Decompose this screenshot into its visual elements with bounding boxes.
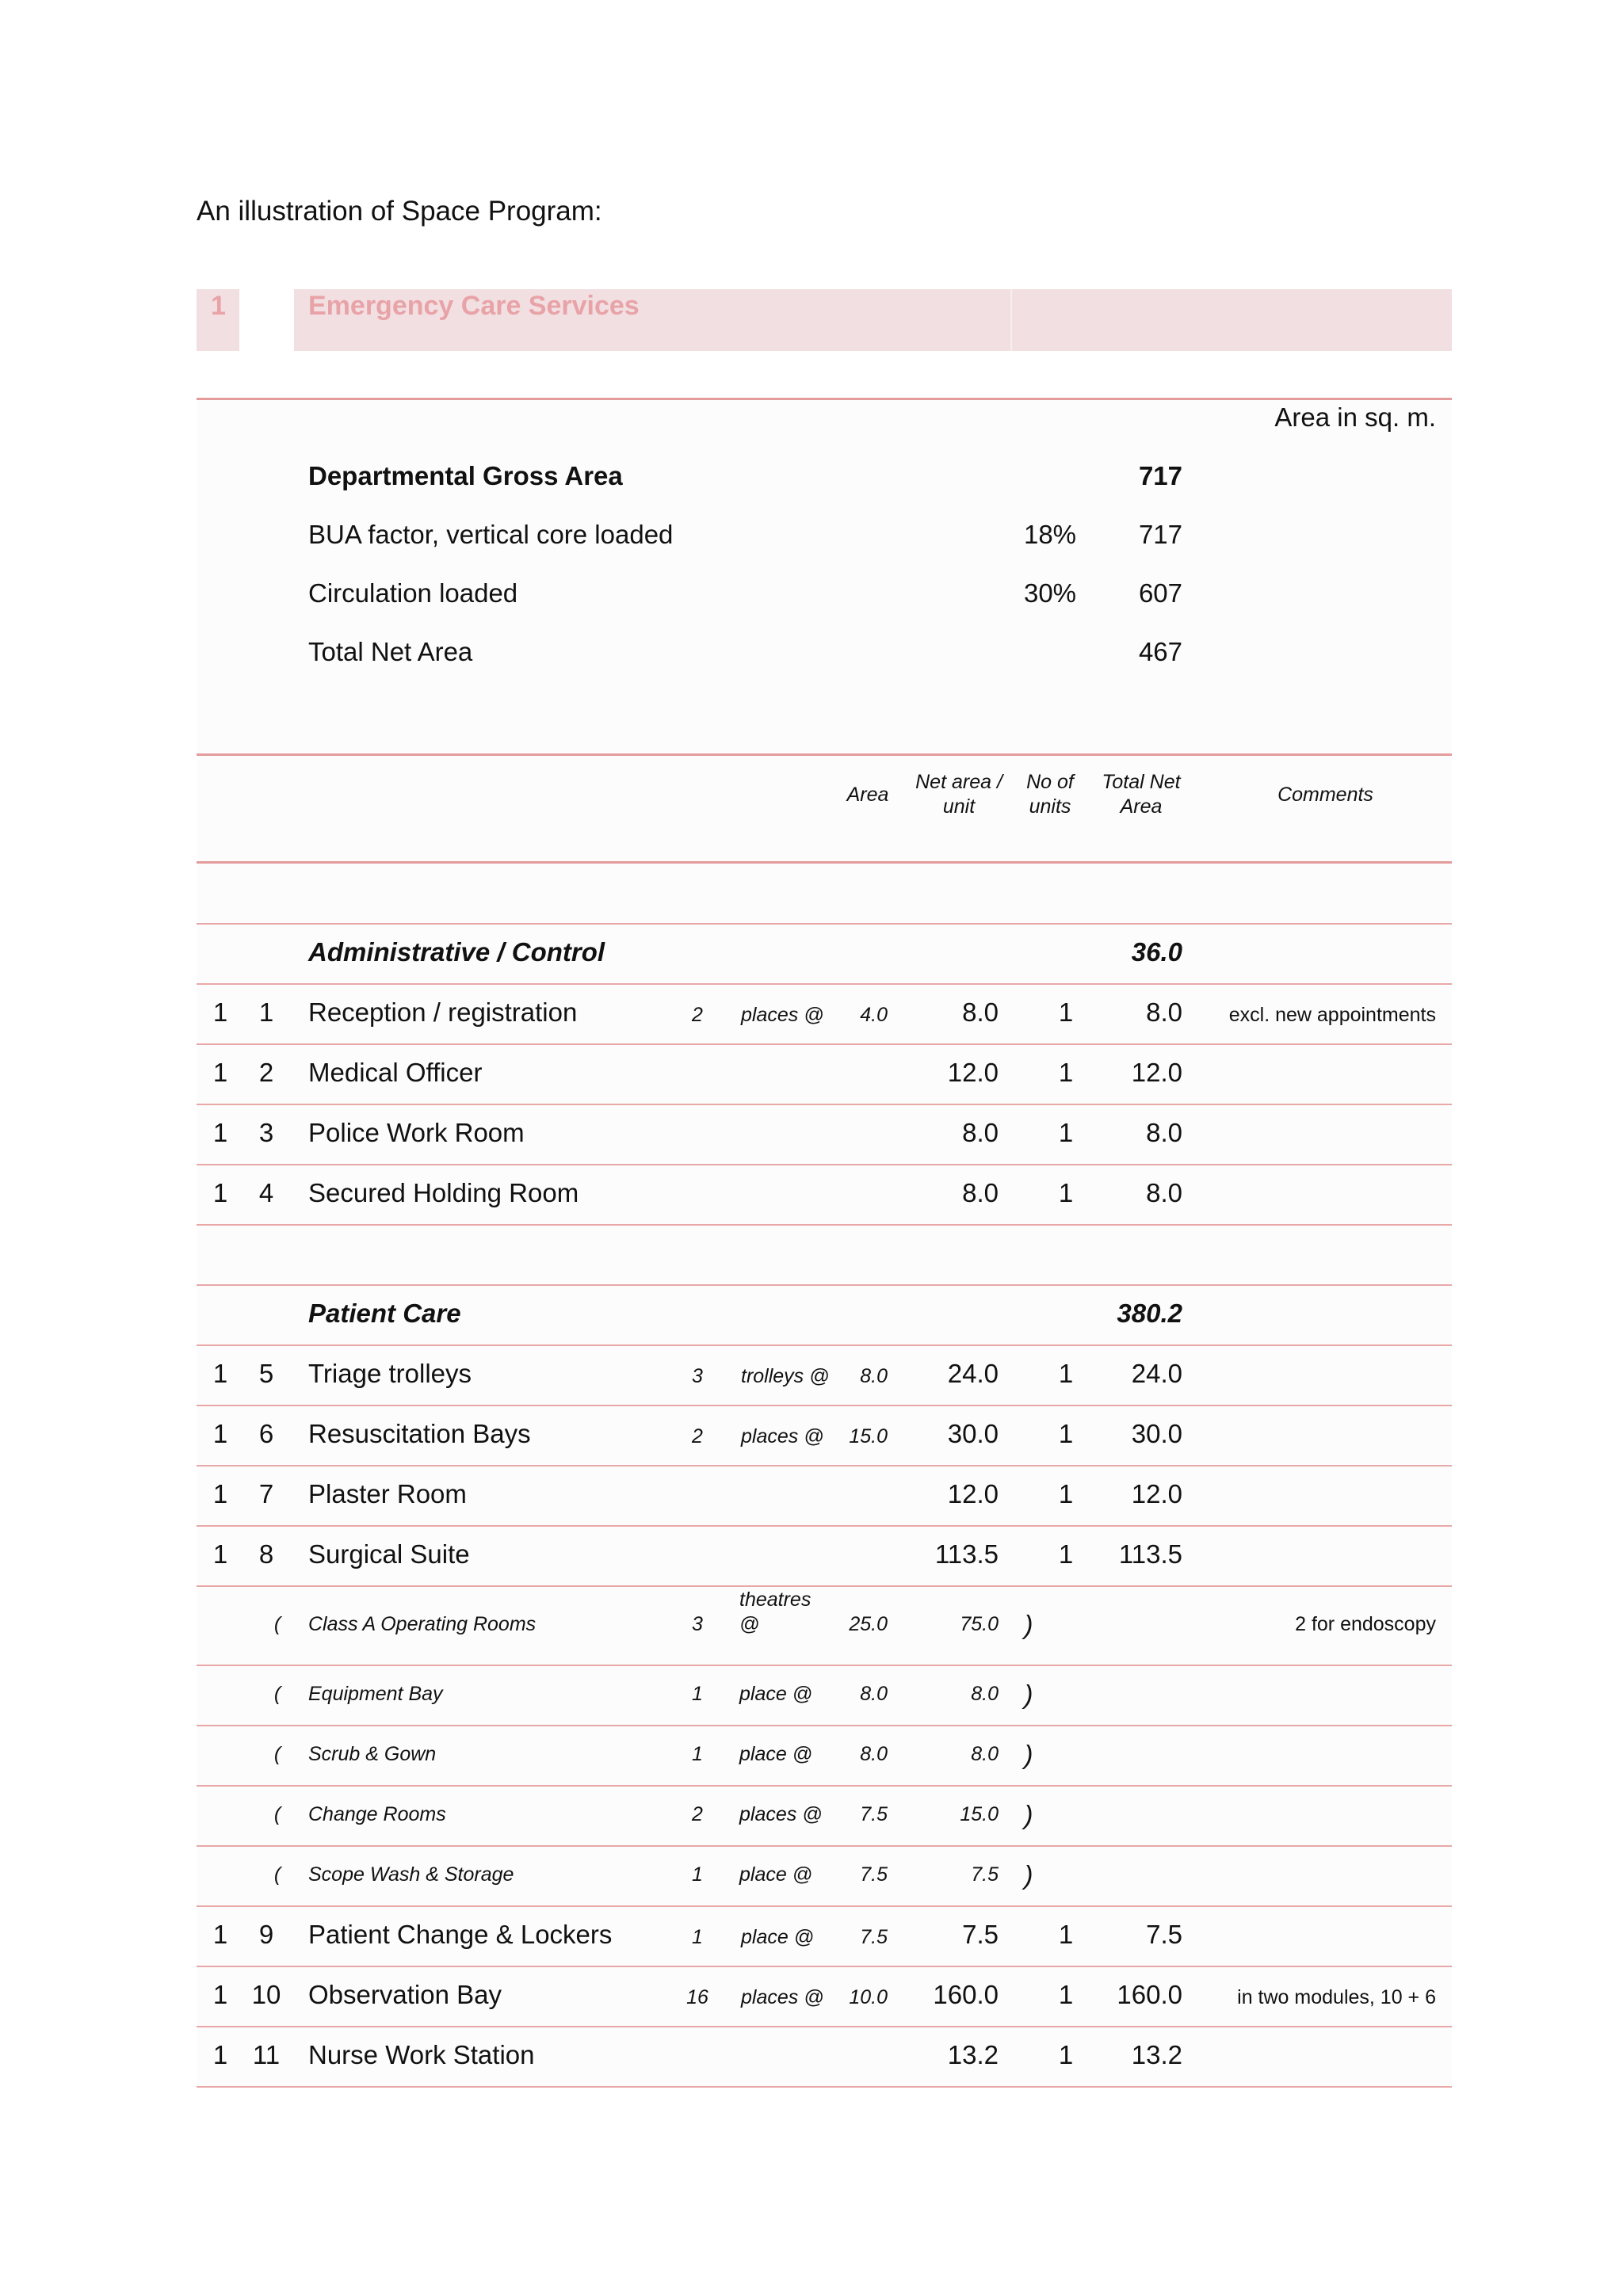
row-section: 1 bbox=[212, 1920, 228, 1949]
row-units: 1 bbox=[1058, 997, 1074, 1027]
row-item-number: 2 bbox=[258, 1058, 274, 1087]
row-section: 1 bbox=[212, 1118, 228, 1147]
row-total: 13.2 bbox=[1131, 2040, 1182, 2069]
sub-row-comment: 2 for endoscopy bbox=[1295, 1613, 1436, 1635]
summary-value-circulation: 607 bbox=[1138, 578, 1182, 608]
row-units: 1 bbox=[1058, 1359, 1074, 1388]
page-title: An illustration of Space Program: bbox=[197, 196, 602, 227]
row-section: 1 bbox=[212, 997, 228, 1027]
summary-top-rule bbox=[197, 398, 1452, 400]
summary-panel bbox=[197, 399, 1452, 753]
group-total: 36.0 bbox=[1131, 937, 1182, 967]
row-unit: places @ bbox=[741, 1004, 824, 1026]
header-top-rule bbox=[197, 753, 1452, 756]
row-name: Surgical Suite bbox=[308, 1539, 470, 1569]
summary-value-total-net: 467 bbox=[1138, 637, 1182, 666]
sub-row-net: 8.0 bbox=[971, 1743, 999, 1765]
row-net-area: 13.2 bbox=[947, 2040, 999, 2069]
row-qty: 1 bbox=[692, 1926, 703, 1948]
row-units: 1 bbox=[1058, 1479, 1074, 1508]
row-item-number: 4 bbox=[258, 1178, 274, 1207]
col-area: Area bbox=[846, 784, 889, 806]
row-total: 24.0 bbox=[1131, 1359, 1182, 1388]
spacer-band bbox=[197, 1226, 1452, 1284]
row-item-number: 8 bbox=[258, 1539, 274, 1569]
row-qty: 2 bbox=[692, 1004, 703, 1026]
summary-label-gross: Departmental Gross Area bbox=[308, 461, 623, 490]
row-area: 10.0 bbox=[849, 1986, 888, 2008]
column-header-panel bbox=[197, 754, 1452, 862]
row-units: 1 bbox=[1058, 1118, 1074, 1147]
row-comment: in two modules, 10 + 6 bbox=[1237, 1986, 1436, 2008]
sub-row-unit: place @ bbox=[739, 1743, 813, 1765]
spacer-band bbox=[197, 864, 1452, 922]
row-name: Resuscitation Bays bbox=[308, 1419, 531, 1448]
sub-row-open-paren: ( bbox=[273, 1613, 281, 1635]
group-total: 380.2 bbox=[1117, 1299, 1182, 1328]
col-total-net-area-line1: Total Net bbox=[1102, 771, 1181, 793]
row-name: Secured Holding Room bbox=[308, 1178, 579, 1207]
row-item-number: 10 bbox=[251, 1980, 281, 2009]
sub-row-area: 8.0 bbox=[860, 1743, 888, 1765]
row-net-area: 7.5 bbox=[962, 1920, 999, 1949]
row-name: Reception / registration bbox=[308, 997, 578, 1027]
row-total: 160.0 bbox=[1117, 1980, 1182, 2009]
row-name: Observation Bay bbox=[308, 1980, 502, 2009]
sub-row-area: 25.0 bbox=[849, 1613, 888, 1635]
row-name: Police Work Room bbox=[308, 1118, 525, 1147]
row-units: 1 bbox=[1058, 1419, 1074, 1448]
sub-row-net: 7.5 bbox=[971, 1863, 999, 1886]
row-item-number: 11 bbox=[252, 2040, 281, 2069]
row-net-area: 12.0 bbox=[947, 1479, 999, 1508]
row-total: 12.0 bbox=[1131, 1479, 1182, 1508]
row-item-number: 9 bbox=[258, 1920, 274, 1949]
sub-row-unit: places @ bbox=[739, 1803, 823, 1825]
sub-row-open-paren: ( bbox=[273, 1743, 281, 1765]
sub-row-name: Change Rooms bbox=[308, 1803, 446, 1825]
row-item-number: 5 bbox=[258, 1359, 274, 1388]
summary-pct-bua: 18% bbox=[1023, 520, 1077, 549]
summary-label-circulation: Circulation loaded bbox=[308, 578, 518, 608]
row-net-area: 160.0 bbox=[933, 1980, 999, 2009]
col-net-area-unit-line2: unit bbox=[942, 795, 976, 818]
col-total-net-area-line2: Area bbox=[1120, 795, 1163, 818]
sub-row-qty: 2 bbox=[692, 1803, 703, 1825]
sub-row-qty: 1 bbox=[692, 1743, 703, 1765]
row-units: 1 bbox=[1058, 1980, 1074, 2009]
row-section: 1 bbox=[212, 1980, 228, 2009]
sub-row-name: Class A Operating Rooms bbox=[308, 1613, 537, 1635]
sub-row-unit: @ bbox=[739, 1613, 760, 1635]
sub-row-unit-top: theatres bbox=[739, 1589, 812, 1611]
sub-row-close-paren: ) bbox=[1024, 1610, 1033, 1639]
row-section: 1 bbox=[212, 1178, 228, 1207]
section-bar-divider bbox=[1010, 289, 1012, 351]
row-total: 30.0 bbox=[1131, 1419, 1182, 1448]
row-section: 1 bbox=[212, 1539, 228, 1569]
row-section: 1 bbox=[212, 2040, 228, 2069]
row-net-area: 8.0 bbox=[962, 1178, 999, 1207]
row-unit: places @ bbox=[741, 1986, 824, 2008]
row-total: 12.0 bbox=[1131, 1058, 1182, 1087]
sub-row-net: 15.0 bbox=[960, 1803, 999, 1825]
sub-row-qty: 1 bbox=[692, 1683, 703, 1705]
row-item-number: 7 bbox=[258, 1479, 274, 1508]
row-area: 15.0 bbox=[849, 1425, 888, 1447]
row-qty: 2 bbox=[692, 1425, 703, 1447]
sub-row-close-paren: ) bbox=[1024, 1860, 1033, 1890]
row-total: 8.0 bbox=[1146, 1178, 1182, 1207]
row-name: Triage trolleys bbox=[308, 1359, 472, 1388]
sub-row-open-paren: ( bbox=[273, 1863, 281, 1886]
sub-row-close-paren: ) bbox=[1024, 1740, 1033, 1769]
sub-row-qty: 1 bbox=[692, 1863, 703, 1886]
summary-value-bua: 717 bbox=[1138, 520, 1182, 549]
sub-row-name: Scope Wash & Storage bbox=[308, 1863, 514, 1886]
summary-pct-circulation: 30% bbox=[1023, 578, 1077, 608]
col-no-of-units bbox=[1014, 770, 1086, 819]
section-title: Emergency Care Services bbox=[308, 291, 640, 321]
col-net-area-unit-line1: Net area / bbox=[915, 771, 1002, 793]
row-rule bbox=[197, 2086, 1452, 2088]
sub-row-open-paren: ( bbox=[273, 1803, 281, 1825]
row-net-area: 24.0 bbox=[947, 1359, 999, 1388]
sub-row-area: 7.5 bbox=[860, 1863, 888, 1886]
col-net-area-unit bbox=[903, 770, 1014, 819]
sub-row-unit: place @ bbox=[739, 1683, 813, 1705]
sub-row-area: 8.0 bbox=[860, 1683, 888, 1705]
sub-row-name: Equipment Bay bbox=[308, 1683, 443, 1705]
row-units: 1 bbox=[1058, 2040, 1074, 2069]
sub-row-qty: 3 bbox=[692, 1613, 703, 1635]
row-item-number: 1 bbox=[258, 997, 274, 1027]
row-comment: excl. new appointments bbox=[1228, 1004, 1436, 1026]
row-section: 1 bbox=[212, 1058, 228, 1087]
row-section: 1 bbox=[212, 1359, 228, 1388]
row-item-number: 3 bbox=[258, 1118, 274, 1147]
row-total: 113.5 bbox=[1118, 1539, 1182, 1569]
row-net-area: 113.5 bbox=[934, 1539, 999, 1569]
summary-label-bua: BUA factor, vertical core loaded bbox=[308, 520, 674, 549]
sub-row-area: 7.5 bbox=[860, 1803, 888, 1825]
row-units: 1 bbox=[1058, 1920, 1074, 1949]
sub-row-close-paren: ) bbox=[1024, 1680, 1033, 1709]
col-total-net-area bbox=[1090, 770, 1193, 819]
sub-row-close-paren: ) bbox=[1024, 1800, 1033, 1829]
row-net-area: 12.0 bbox=[947, 1058, 999, 1087]
row-unit: trolleys @ bbox=[741, 1365, 830, 1387]
row-name: Patient Change & Lockers bbox=[308, 1920, 613, 1949]
group-name: Patient Care bbox=[308, 1299, 461, 1328]
unit-note: Area in sq. m. bbox=[1274, 402, 1436, 432]
sub-row-net: 75.0 bbox=[960, 1613, 999, 1635]
section-number: 1 bbox=[211, 291, 226, 321]
row-area: 7.5 bbox=[860, 1926, 888, 1948]
row-qty: 3 bbox=[692, 1365, 703, 1387]
sub-row-unit: place @ bbox=[739, 1863, 813, 1886]
col-no-of-units-line1: No of bbox=[1026, 771, 1074, 793]
sub-row-name: Scrub & Gown bbox=[308, 1743, 437, 1765]
row-qty: 16 bbox=[686, 1986, 708, 2008]
sub-row-net: 8.0 bbox=[971, 1683, 999, 1705]
row-units: 1 bbox=[1058, 1058, 1074, 1087]
group-name: Administrative / Control bbox=[308, 937, 605, 967]
row-total: 7.5 bbox=[1146, 1920, 1182, 1949]
row-net-area: 8.0 bbox=[962, 997, 999, 1027]
row-section: 1 bbox=[212, 1419, 228, 1448]
row-unit: place @ bbox=[741, 1926, 815, 1948]
row-item-number: 6 bbox=[258, 1419, 274, 1448]
row-total: 8.0 bbox=[1146, 1118, 1182, 1147]
row-name: Medical Officer bbox=[308, 1058, 483, 1087]
row-units: 1 bbox=[1058, 1178, 1074, 1207]
row-unit: places @ bbox=[741, 1425, 824, 1447]
col-no-of-units-line2: units bbox=[1029, 795, 1071, 818]
row-units: 1 bbox=[1058, 1539, 1074, 1569]
row-name: Nurse Work Station bbox=[308, 2040, 535, 2069]
col-comments: Comments bbox=[1277, 784, 1373, 806]
row-total: 8.0 bbox=[1146, 997, 1182, 1027]
row-area: 4.0 bbox=[860, 1004, 888, 1026]
summary-label-total-net: Total Net Area bbox=[308, 637, 473, 666]
row-section: 1 bbox=[212, 1479, 228, 1508]
row-name: Plaster Room bbox=[308, 1479, 467, 1508]
row-net-area: 8.0 bbox=[962, 1118, 999, 1147]
sub-row-open-paren: ( bbox=[273, 1683, 281, 1705]
row-area: 8.0 bbox=[860, 1365, 888, 1387]
row-net-area: 30.0 bbox=[947, 1419, 999, 1448]
summary-value-gross: 717 bbox=[1138, 461, 1182, 490]
